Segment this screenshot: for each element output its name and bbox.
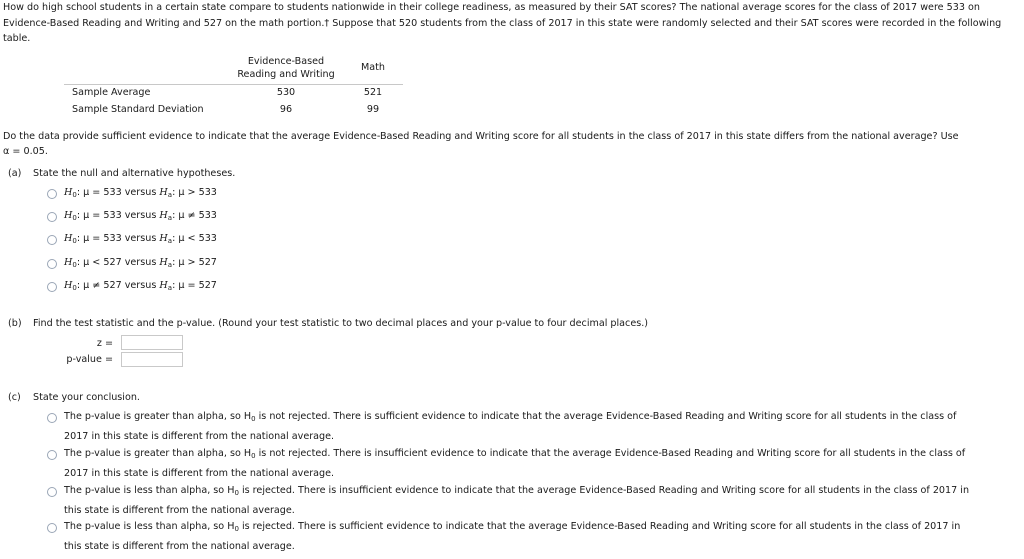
- conclusion-radio-2[interactable]: [47, 450, 57, 460]
- cell-value: 521: [363, 87, 383, 99]
- p-value-input[interactable]: [121, 352, 183, 367]
- hypothesis-option-4[interactable]: $H_0$: μ < 527 versus $H_a$: μ > 527: [64, 257, 217, 269]
- z-input[interactable]: [121, 335, 183, 350]
- table-row: [64, 101, 403, 118]
- col-header-ebrw: Evidence-Based Reading and Writing: [237, 55, 335, 80]
- problem-intro: How do high school students in a certain state compare to students nationwide in their college readiness, as measured by their SAT scores? The national average scores for the class of 2017 were 533 on Evidence-Based Reading and Writing and 527 on the math portion.† Suppose that 520 students from the class of 2017 in this state were randomly selected and their SAT scores were recorded in the following table.: [3, 2, 1002, 44]
- conclusion-radio-1[interactable]: [47, 413, 57, 423]
- conclusion-option-1[interactable]: The p-value is greater than alpha, so $H_0$ is not rejected. There is sufficient evidence to indicate that the average Evidence-Based Reading and Writing score for all students in the class of 2017 in this state is different from the national average.: [64, 411, 957, 442]
- part-a-prompt: State the null and alternative hypotheses.: [33, 168, 236, 179]
- conclusion-radio-4[interactable]: [47, 523, 57, 533]
- conclusion-option-3[interactable]: The p-value is less than alpha, so $H_0$ is rejected. There is insufficient evidence to indicate that the average Evidence-Based Reading and Writing score for all students in the class of 2017 in this state is different from the national average.: [64, 485, 970, 516]
- hypothesis-option-3[interactable]: $H_0$: μ = 533 versus $H_a$: μ < 533: [64, 233, 217, 245]
- hypothesis-option-2[interactable]: $H_0$: μ = 533 versus $H_a$: μ ≠ 533: [64, 210, 217, 222]
- alpha-value: α = 0.05.: [3, 146, 48, 157]
- p-value-label: p-value =: [66, 354, 113, 365]
- cell-value: 99: [366, 104, 380, 115]
- part-c-prompt: State your conclusion.: [33, 392, 140, 403]
- hypothesis-option-5[interactable]: $H_0$: μ ≠ 527 versus $H_a$: μ = 527: [64, 280, 217, 292]
- part-a-label: (a): [8, 168, 22, 179]
- conclusion-option-2[interactable]: The p-value is greater than alpha, so $H_0$ is not rejected. There is insufficient evidence to indicate that the average Evidence-Based Reading and Writing score for all students in the class of 2017 in this state is different from the national average.: [64, 448, 966, 479]
- z-label: z =: [96, 338, 113, 349]
- hypothesis-radio-1[interactable]: [47, 189, 57, 199]
- conclusion-option-4[interactable]: The p-value is less than alpha, so $H_0$ is rejected. There is sufficient evidence to indicate that the average Evidence-Based Reading and Writing score for all students in the class of 2017 in this state is different from the national average.: [64, 521, 961, 552]
- cell-value: 96: [279, 104, 293, 115]
- part-b-prompt: Find the test statistic and the p-value. (Round your test statistic to two decimal places and your p-value to four decimal places.): [33, 318, 649, 329]
- row-label: Sample Standard Deviation: [72, 104, 204, 115]
- part-c-label: (c): [8, 392, 21, 403]
- col-header-math: Math: [361, 62, 385, 74]
- sat-scores-table: [64, 52, 403, 118]
- hypothesis-radio-4[interactable]: [47, 259, 57, 269]
- cell-value: 530: [276, 87, 296, 99]
- hypothesis-option-1[interactable]: $H_0$: μ = 533 versus $H_a$: μ > 533: [64, 187, 217, 199]
- question-text: Do the data provide sufficient evidence to indicate that the average Evidence-Based Reading and Writing score for all students in the class of 2017 in this state differs from the national average? Use α = 0.05.: [3, 131, 959, 157]
- hypothesis-radio-2[interactable]: [47, 212, 57, 222]
- hypothesis-radio-3[interactable]: [47, 235, 57, 245]
- conclusion-radio-3[interactable]: [47, 487, 57, 497]
- row-label: Sample Average: [72, 87, 151, 99]
- hypothesis-radio-5[interactable]: [47, 282, 57, 292]
- table-row: [64, 84, 403, 101]
- part-b-label: (b): [8, 318, 22, 329]
